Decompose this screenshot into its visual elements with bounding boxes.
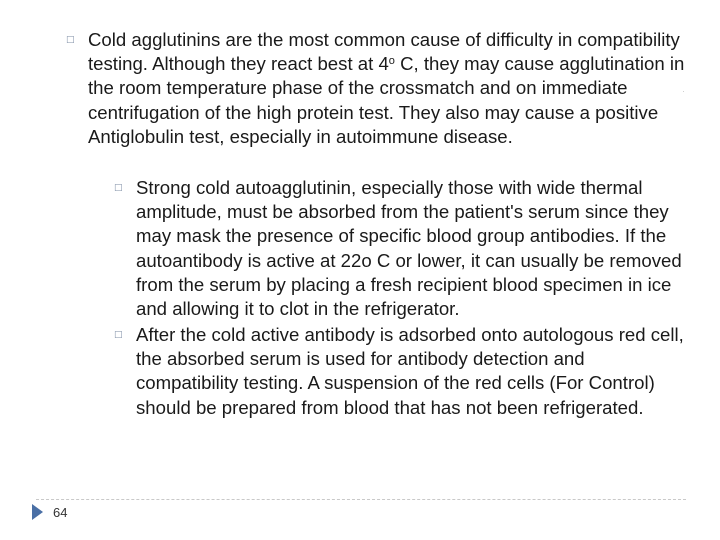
footer-divider bbox=[36, 499, 686, 500]
bullet-square-icon: □ bbox=[114, 183, 123, 193]
page-number: 64 bbox=[53, 505, 68, 520]
bullet-square-icon: □ bbox=[114, 330, 123, 340]
page-marker-triangle-icon bbox=[32, 504, 43, 520]
bullet-main-text: Cold agglutinins are the most common cause of difficulty in compatibility testing. Although they react best at 4$^o$ C, they may cause agglutination in the room temperature phase of the crossmatch and on immediate centrifugation of the high protein test. They also may cause a positive Antiglobulin test, especially in autoimmune disease. bbox=[88, 29, 685, 147]
decorative-dot bbox=[683, 91, 684, 92]
bullet-square-icon: □ bbox=[66, 35, 75, 45]
sub-bullet-2-text: After the cold active antibody is adsorbed onto autologous red cell, the absorbed serum is used for antibody detection and compatibility testing. A suspension of the red cells (For Control) should be prepared from blood that has not been refrigerated. bbox=[136, 324, 684, 418]
sub-bullet-1-text: Strong cold autoagglutinin, especially those with wide thermal amplitude, must be absorbed from the patient's serum since they may mask the presence of specific blood group antibodies. If the autoantibody is active at 22o C or lower, it can usually be removed from the serum by placing a fresh recipient blood specimen in ice and allowing it to clot in the refrigerator. bbox=[136, 177, 682, 320]
